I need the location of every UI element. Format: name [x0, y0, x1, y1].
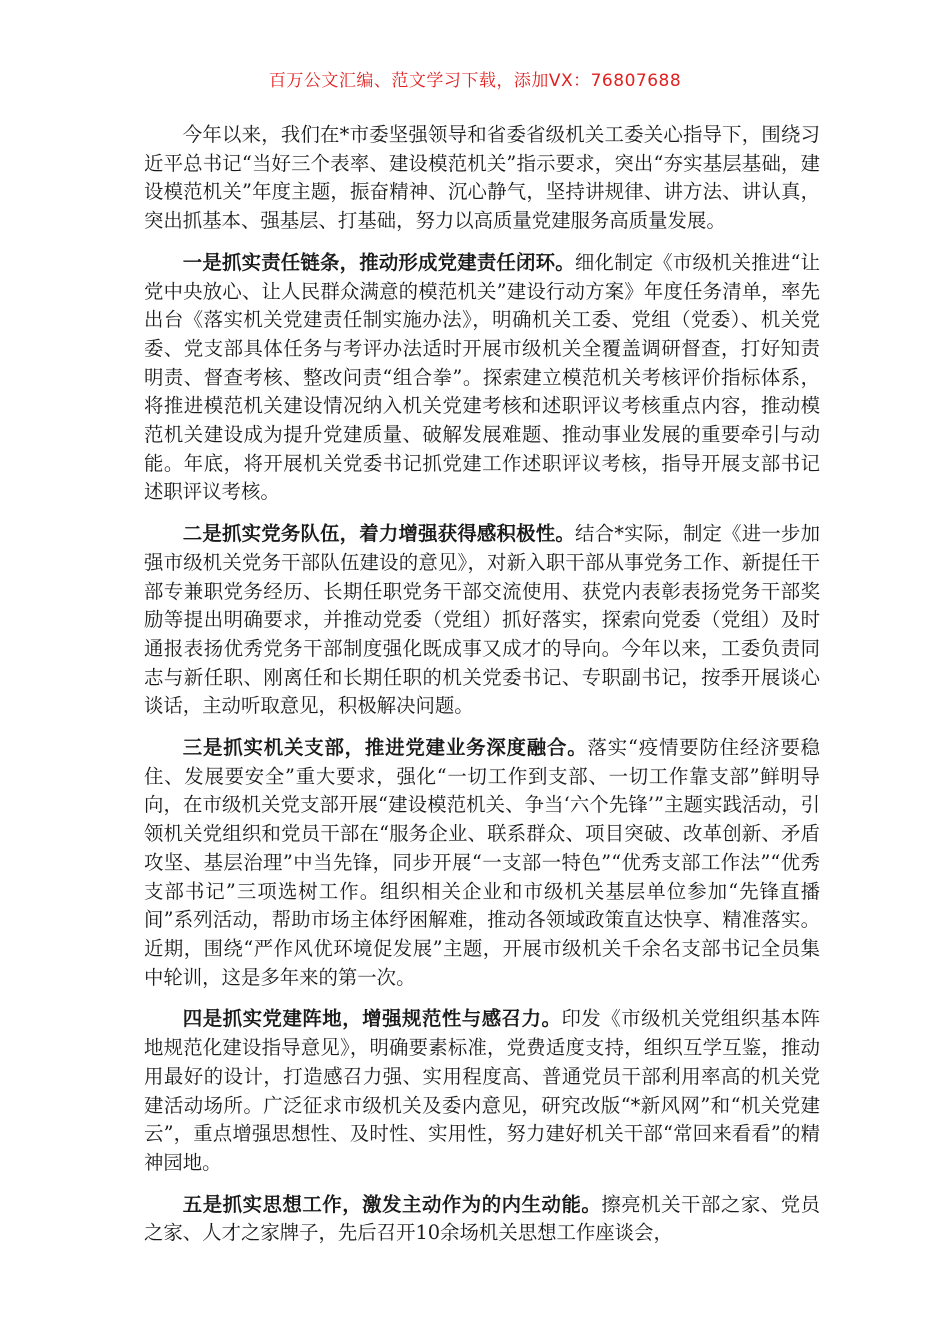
section-heading: 三是抓实机关支部，推进党建业务深度融合。: [182, 736, 588, 760]
document-body: [144, 121, 820, 1261]
paragraph-text: 印发《市级机关党组织基本阵地规范化建设指导意见》，明确要素标准，党费适度支持，组织互学互鉴，推动用最好的设计，打造感召力强、实用程度高、普通党员干部利用率高的机关党建活动场所。广泛征求市级机关及委内意见，研究改版“*新风网”和“机关党建云”，重点增强思想性、及时性、实用性，努力建好机关干部“常回来看看”的精神园地。: [144, 1007, 821, 1174]
paragraph-text: 细化制定《市级机关推进“让党中央放心、让人民群众满意的模范机关”建设行动方案》年度任务清单，率先出台《落实机关党建责任制实施办法》，明确机关工委、党组（党委）、机关党委、党支部具体任务与考评办法适时开展市级机关全覆盖调研督查，打好知责明责、督查考核、整改问责“组合拳”。探索建立模范机关考核评价指标体系，将推进模范机关建设情况纳入机关党建考核和述职评议考核重点内容，推动模范机关建设成为提升党建质量、破解发展难题、推动事业发展的重要牵引与动能。年底，将开展机关党委书记抓党建工作述职评议考核，指导开展支部书记述职评议考核。: [144, 250, 821, 504]
section-heading: 二是抓实党务队伍，着力增强获得感积极性。: [182, 522, 575, 546]
header-banner: 百万公文汇编、范文学习下载，添加VX：76807688: [268, 71, 682, 91]
paragraph-text: 结合*实际，制定《进一步加强市级机关党务干部队伍建设的意见》，对新入职干部从事党务工作、新提任干部专兼职党务经历、长期任职党务干部交流使用、获党内表彰表扬党务干部奖励等提出明确要求，并推动党委（党组）抓好落实，探索向党委（党组）及时通报表扬优秀党务干部制度强化既成事又成才的导向。今年以来，工委负责同志与新任职、刚离任和长期任职的机关党委书记、专职副书记，按季开展谈心谈话，主动听取意见，积极解决问题。: [144, 522, 820, 718]
section-paragraph-3: [144, 734, 820, 992]
paragraph-text: 落实“疫情要防住经济要稳住、发展要安全”重大要求，强化“一切工作到支部、一切工作靠支部”鲜明导向，在市级机关党支部开展“建设模范机关、争当‘六个先锋’”主题实践活动，引领机关党组织和党员干部在“服务企业、联系群众、项目突破、改革创新、矛盾攻坚、基层治理”中当先锋，同步开展“一支部一特色”“优秀支部工作法”“优秀支部书记”三项选树工作。组织相关企业和市级机关基层单位参加“先锋直播间”系列活动，帮助市场主体纾困解难，推动各领域政策直达快享、精准落实。近期，围绕“严作风优环境促发展”主题，开展市级机关千余名支部书记全员集中轮训，这是多年来的第一次。: [144, 736, 820, 989]
section-paragraph-5: [144, 1191, 820, 1248]
paragraph-text: 今年以来，我们在*市委坚强领导和省委省级机关工委关心指导下，围绕习近平总书记“当好三个表率、建设模范机关”指示要求，突出“夯实基层基础，建设模范机关”年度主题，振奋精神、沉心静气，坚持讲规律、讲方法、讲认真，突出抓基本、强基层、打基础，努力以高质量党建服务高质量发展。: [144, 123, 820, 233]
intro-paragraph: [144, 121, 820, 236]
section-heading: 四是抓实党建阵地，增强规范性与感召力。: [182, 1007, 562, 1031]
section-paragraph-4: [144, 1005, 820, 1177]
section-paragraph-2: [144, 520, 820, 721]
section-heading: 一是抓实责任链条，推动形成党建责任闭环。: [182, 250, 575, 274]
section-heading: 五是抓实思想工作，激发主动作为的内生动能。: [182, 1192, 602, 1216]
section-paragraph-1: [144, 249, 820, 507]
paragraph-text: 擦亮机关干部之家、党员之家、人才之家牌子，先后召开10余场机关思想工作座谈会，: [144, 1192, 821, 1245]
